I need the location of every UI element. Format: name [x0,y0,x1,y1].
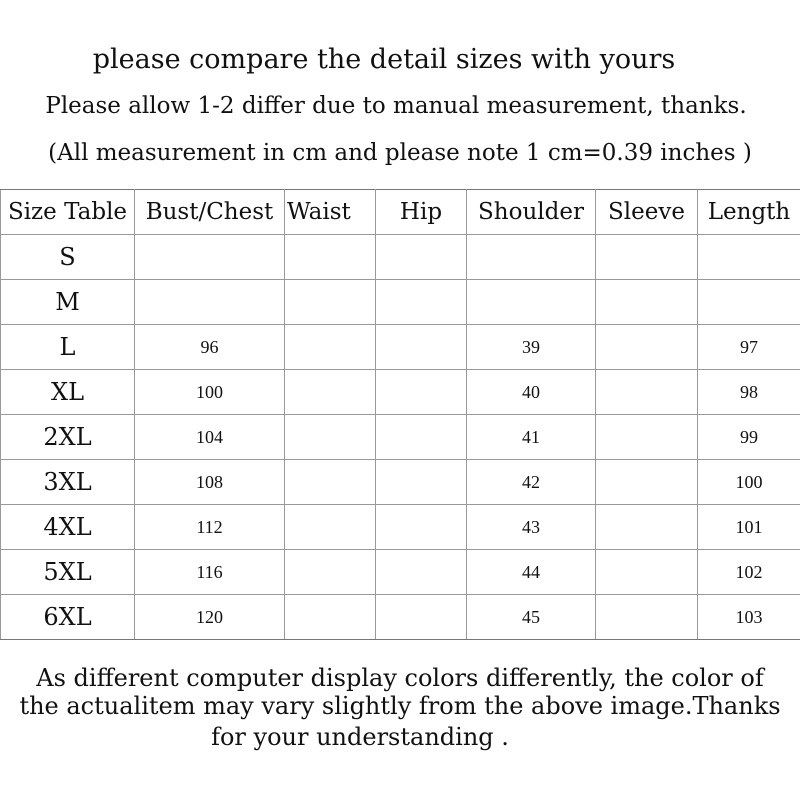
size-cell: L [1,325,135,370]
length-cell: 101 [698,505,800,550]
waist-cell [285,325,376,370]
hip-cell [376,370,467,415]
waist-cell [285,280,376,325]
size-cell: 6XL [1,595,135,640]
table-row [1,280,800,325]
table-row [1,235,800,280]
size-cell: 2XL [1,415,135,460]
waist-cell [285,550,376,595]
column-header: Length [698,190,800,235]
waist-cell [285,595,376,640]
length-cell: 98 [698,370,800,415]
bust-cell: 120 [135,595,285,640]
column-header: Sleeve [596,190,698,235]
size-cell: 5XL [1,550,135,595]
shoulder-cell: 44 [467,550,596,595]
bust-cell [135,235,285,280]
sleeve-cell [596,460,698,505]
shoulder-cell: 40 [467,370,596,415]
hip-cell [376,595,467,640]
table-row [1,595,800,640]
length-cell [698,280,800,325]
length-cell [698,235,800,280]
bust-cell [135,280,285,325]
hip-cell [376,460,467,505]
hip-cell [376,325,467,370]
column-header: Hip [376,190,467,235]
table-row [1,505,800,550]
length-cell: 103 [698,595,800,640]
hip-cell [376,235,467,280]
shoulder-cell: 39 [467,325,596,370]
table-row [1,550,800,595]
table-row [1,370,800,415]
sleeve-cell [596,370,698,415]
size-table [0,189,800,640]
header-line-2: Please allow 1-2 differ due to manual measurement, thanks. [45,93,747,119]
length-cell: 99 [698,415,800,460]
sleeve-cell [596,415,698,460]
bust-cell: 112 [135,505,285,550]
size-cell: 4XL [1,505,135,550]
column-header: Bust/Chest [135,190,285,235]
sleeve-cell [596,505,698,550]
length-cell: 100 [698,460,800,505]
bust-cell: 100 [135,370,285,415]
hip-cell [376,550,467,595]
column-header: Shoulder [467,190,596,235]
waist-cell [285,370,376,415]
sleeve-cell [596,595,698,640]
shoulder-cell [467,280,596,325]
bust-cell: 108 [135,460,285,505]
size-cell: M [1,280,135,325]
shoulder-cell: 41 [467,415,596,460]
size-cell: XL [1,370,135,415]
shoulder-cell: 43 [467,505,596,550]
table-row [1,460,800,505]
waist-cell [285,505,376,550]
hip-cell [376,505,467,550]
sleeve-cell [596,235,698,280]
size-cell: S [1,235,135,280]
length-cell: 97 [698,325,800,370]
column-header: Size Table [1,190,135,235]
hip-cell [376,415,467,460]
table-row [1,415,800,460]
column-header: Waist [285,190,376,235]
header-line-1: please compare the detail sizes with yours [92,44,676,75]
footer-line-2: the actualitem may vary slightly from the above image.Thanks [19,692,781,720]
sleeve-cell [596,325,698,370]
shoulder-cell [467,235,596,280]
bust-cell: 104 [135,415,285,460]
size-cell: 3XL [1,460,135,505]
bust-cell: 96 [135,325,285,370]
footer-line-3: for your understanding . [211,723,509,751]
waist-cell [285,235,376,280]
waist-cell [285,415,376,460]
length-cell: 102 [698,550,800,595]
shoulder-cell: 45 [467,595,596,640]
footer-line-1: As different computer display colors differently, the color of [36,664,764,692]
table-header-row [1,190,800,235]
header-line-3: (All measurement in cm and please note 1 cm=0.39 inches ) [48,140,752,166]
sleeve-cell [596,550,698,595]
sleeve-cell [596,280,698,325]
bust-cell: 116 [135,550,285,595]
waist-cell [285,460,376,505]
shoulder-cell: 42 [467,460,596,505]
table-row [1,325,800,370]
hip-cell [376,280,467,325]
